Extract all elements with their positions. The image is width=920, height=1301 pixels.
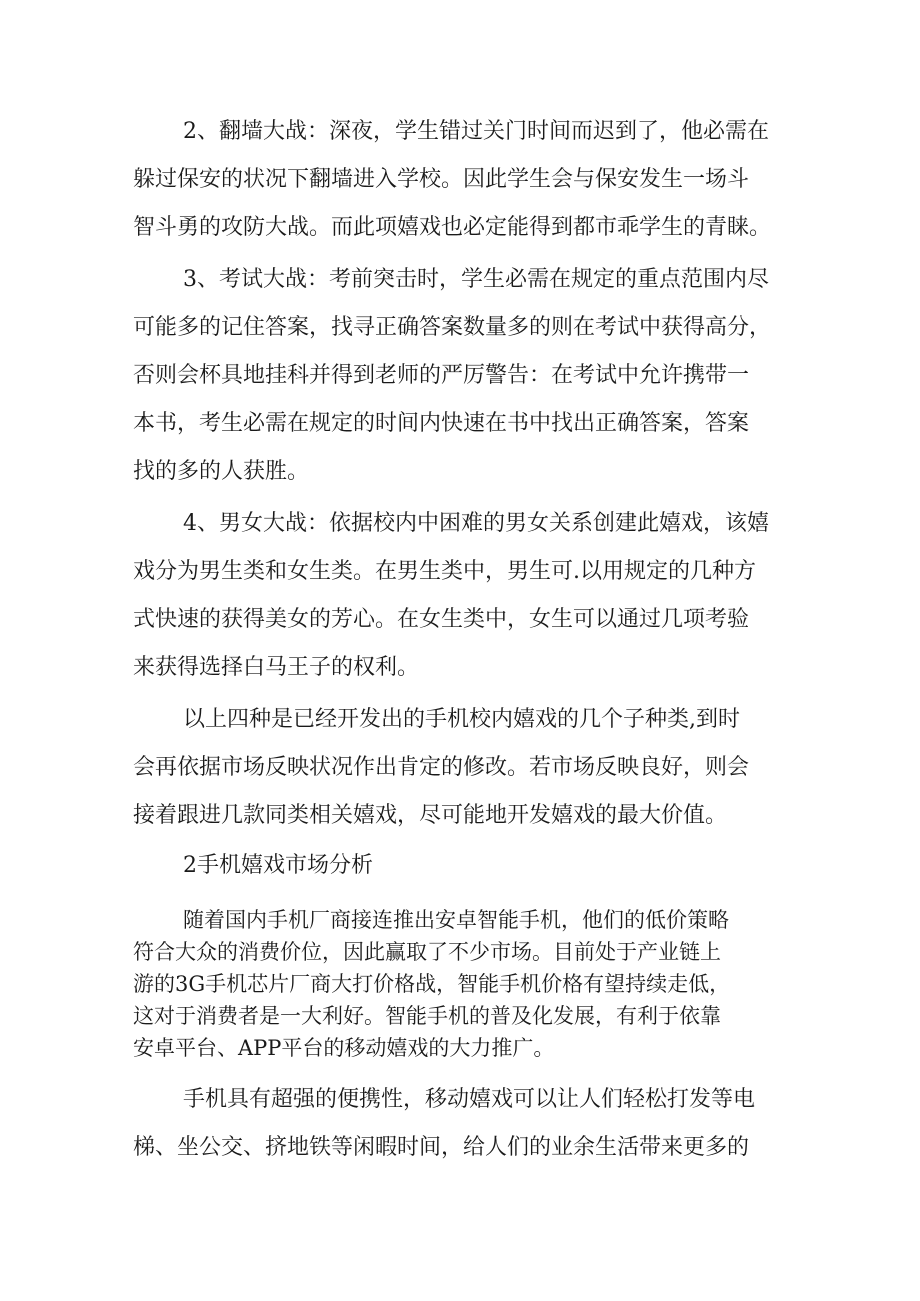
text-line: 随着国内手机厂商接连推出安卓智能手机，他们的低价策略 xyxy=(183,908,729,932)
text-line: 会再依据市场反映状况作出肯定的修改。若市场反映良好，则会 xyxy=(133,755,750,780)
text-line: 戏分为男生类和女生类。在男生类中，男生可.以用规定的几种方 xyxy=(133,559,756,584)
text-line: 以上四种是已经开发出的手机校内嬉戏的几个子种类,到时 xyxy=(183,707,740,732)
text-line: 智斗勇的攻防大战。而此项嬉戏也必定能得到都市乖学生的青睐。 xyxy=(133,215,772,240)
text-line: 来获得选择白马王子的权利。 xyxy=(133,655,420,680)
text-line: 梯、坐公交、挤地铁等闲暇时间，给人们的业余生活带来更多的 xyxy=(133,1135,750,1160)
text-line: 4、男女大战：依据校内中困难的男女关系创建此嬉戏，该嬉 xyxy=(183,511,769,536)
text-line: 否则会杯具地挂科并得到老师的严厉警告：在考试中允许携带一 xyxy=(133,363,750,388)
text-line: 式快速的获得美女的芳心。在女生类中，女生可以通过几项考验 xyxy=(133,607,750,632)
text-line: 手机具有超强的便携性，移动嬉戏可以让人们轻松打发等电 xyxy=(183,1087,756,1112)
text-line: 这对于消费者是一大利好。智能手机的普及化发展，有利于依靠 xyxy=(133,1004,721,1028)
text-line: 本书，考生必需在规定的时间内快速在书中找出正确答案，答案 xyxy=(133,411,750,436)
text-line: 接着跟进几款同类相关嬉戏，尽可能地开发嬉戏的最大价值。 xyxy=(133,803,728,828)
section-heading: 2手机嬉戏市场分析 xyxy=(183,853,373,878)
text-line: 找的多的人获胜。 xyxy=(133,459,310,484)
text-line: 游的3G手机芯片厂商大打价格战，智能手机价格有望持续走低， xyxy=(133,972,731,996)
text-line: 躲过保安的状况下翻墙进入学校。因此学生会与保安发生一场斗 xyxy=(133,167,750,192)
text-line: 符合大众的消费价位，因此赢取了不少市场。目前处于产业链上 xyxy=(133,940,721,964)
text-line: 可能多的记住答案，找寻正确答案数量多的则在考试中获得高分， xyxy=(133,315,772,340)
text-line: 安卓平台、APP平台的移动嬉戏的大力推广。 xyxy=(133,1036,555,1060)
text-line: 2、翻墙大战：深夜，学生错过关门时间而迟到了，他必需在 xyxy=(183,119,769,144)
text-line: 3、考试大战：考前突击时，学生必需在规定的重点范围内尽 xyxy=(183,267,769,292)
